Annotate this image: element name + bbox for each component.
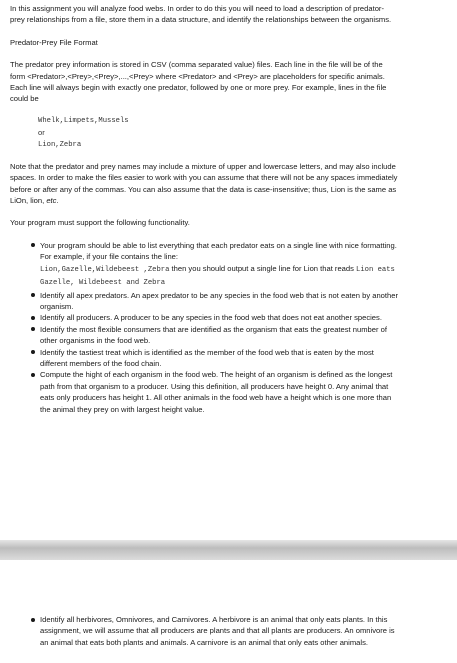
bullet-icon	[31, 327, 35, 331]
format-paragraph: The predator prey information is stored in CSV (comma separated value) files. Each line in the file will be of the form <Predator>,<Prey>,<Prey>,...,<Prey> where <Predator> and <Prey> are placeholders for specific animals. Each line will always begin with exactly one predator, followed by one or more prey. For example, lines in the file could be	[10, 60, 387, 104]
item4-text: Identify the most flexible consumers that are identified as the organism that eats the greatest number of other organisms in the food web.	[40, 324, 387, 346]
list-item	[10, 240, 398, 290]
document-page-2	[0, 560, 457, 663]
item5-text: Identify the tastiest treat which is identified as the member of the food web that is eaten by the most different members of the food chain.	[40, 347, 374, 368]
page-content	[10, 560, 398, 648]
item2-text: Identify all apex predators. An apex predator to be any species in the food web that is not eaten by another organism.	[40, 290, 398, 311]
item1-text: Your program should be able to list everything that each predator eats on a single line with nice formatting. For example, if your file contains the line:	[40, 240, 397, 262]
bullet-icon	[31, 373, 35, 377]
item3-text: Identify all producers. A producer to be any species in the food web that does not eat another species.	[40, 313, 382, 323]
page-content	[10, 0, 398, 415]
item1-text-b: then you should output a single line for Lion that reads	[171, 263, 354, 273]
bullet-icon	[31, 618, 35, 622]
functionality-list	[10, 240, 398, 415]
example-or: or	[38, 127, 45, 137]
note-paragraph	[10, 161, 398, 207]
list-item	[10, 347, 398, 370]
example-line-1: Whelk,Limpets,Mussels	[38, 116, 129, 125]
item7-text: Identify all herbivores, Omnivores, and Carnivores. A herbivore is an animal that only eats plants. In this assignment, we will assume that all producers are plants and that all plants are producers. An omnivore is an animal that eats both plants and animals. A carnivore is an animal that only eats other animals.	[40, 615, 395, 647]
bullet-icon	[31, 243, 35, 247]
list-item	[10, 290, 398, 313]
list-item	[10, 312, 398, 323]
must-support-paragraph: Your program must support the following functionality.	[10, 218, 190, 228]
example-code-block	[38, 116, 398, 150]
note-end: .	[56, 196, 59, 206]
bullet-icon	[31, 293, 35, 297]
list-item	[10, 614, 398, 648]
list-item	[10, 369, 398, 415]
intro-paragraph: In this assignment you will analyze food webs. In order to do this you will need to load a description of predator-prey relationships from a file, store them in a data structure, and identify the relationships between the organisms.	[10, 4, 392, 25]
example-line-2: Lion,Zebra	[38, 140, 82, 149]
note-text: Note that the predator and prey names may include a mixture of upper and lowercase letters, and may also include spaces. In order to make the files easier to work with you can assume that there will not be any spaces immediately before or after any of the commas. You can also assume that the data is case-insensitive; thus, Lion is the same as LiOn, lion,	[10, 161, 398, 206]
item1-code-example: Lion,Gazelle,Wildebeest ,Zebra	[40, 265, 170, 274]
list-item	[10, 324, 398, 347]
bullet-icon	[31, 316, 35, 320]
functionality-list-continued	[10, 614, 398, 648]
bullet-icon	[31, 350, 35, 354]
item1-code-output: Lion eats Gazelle, Wildebeest and Zebra	[40, 265, 395, 288]
page-separator	[0, 540, 457, 560]
note-etc: etc	[46, 196, 57, 206]
item6-text: Compute the hight of each organism in the food web. The height of an organism is defined as the longest path from that organism to a producer. Using this definition, all producers have height 0. Any animal that eats only producers has height 1. All other animals in the food web have a height which is one more than the animal they prey on with largest height value.	[40, 370, 393, 414]
section-heading: Predator-Prey File Format	[10, 37, 98, 47]
